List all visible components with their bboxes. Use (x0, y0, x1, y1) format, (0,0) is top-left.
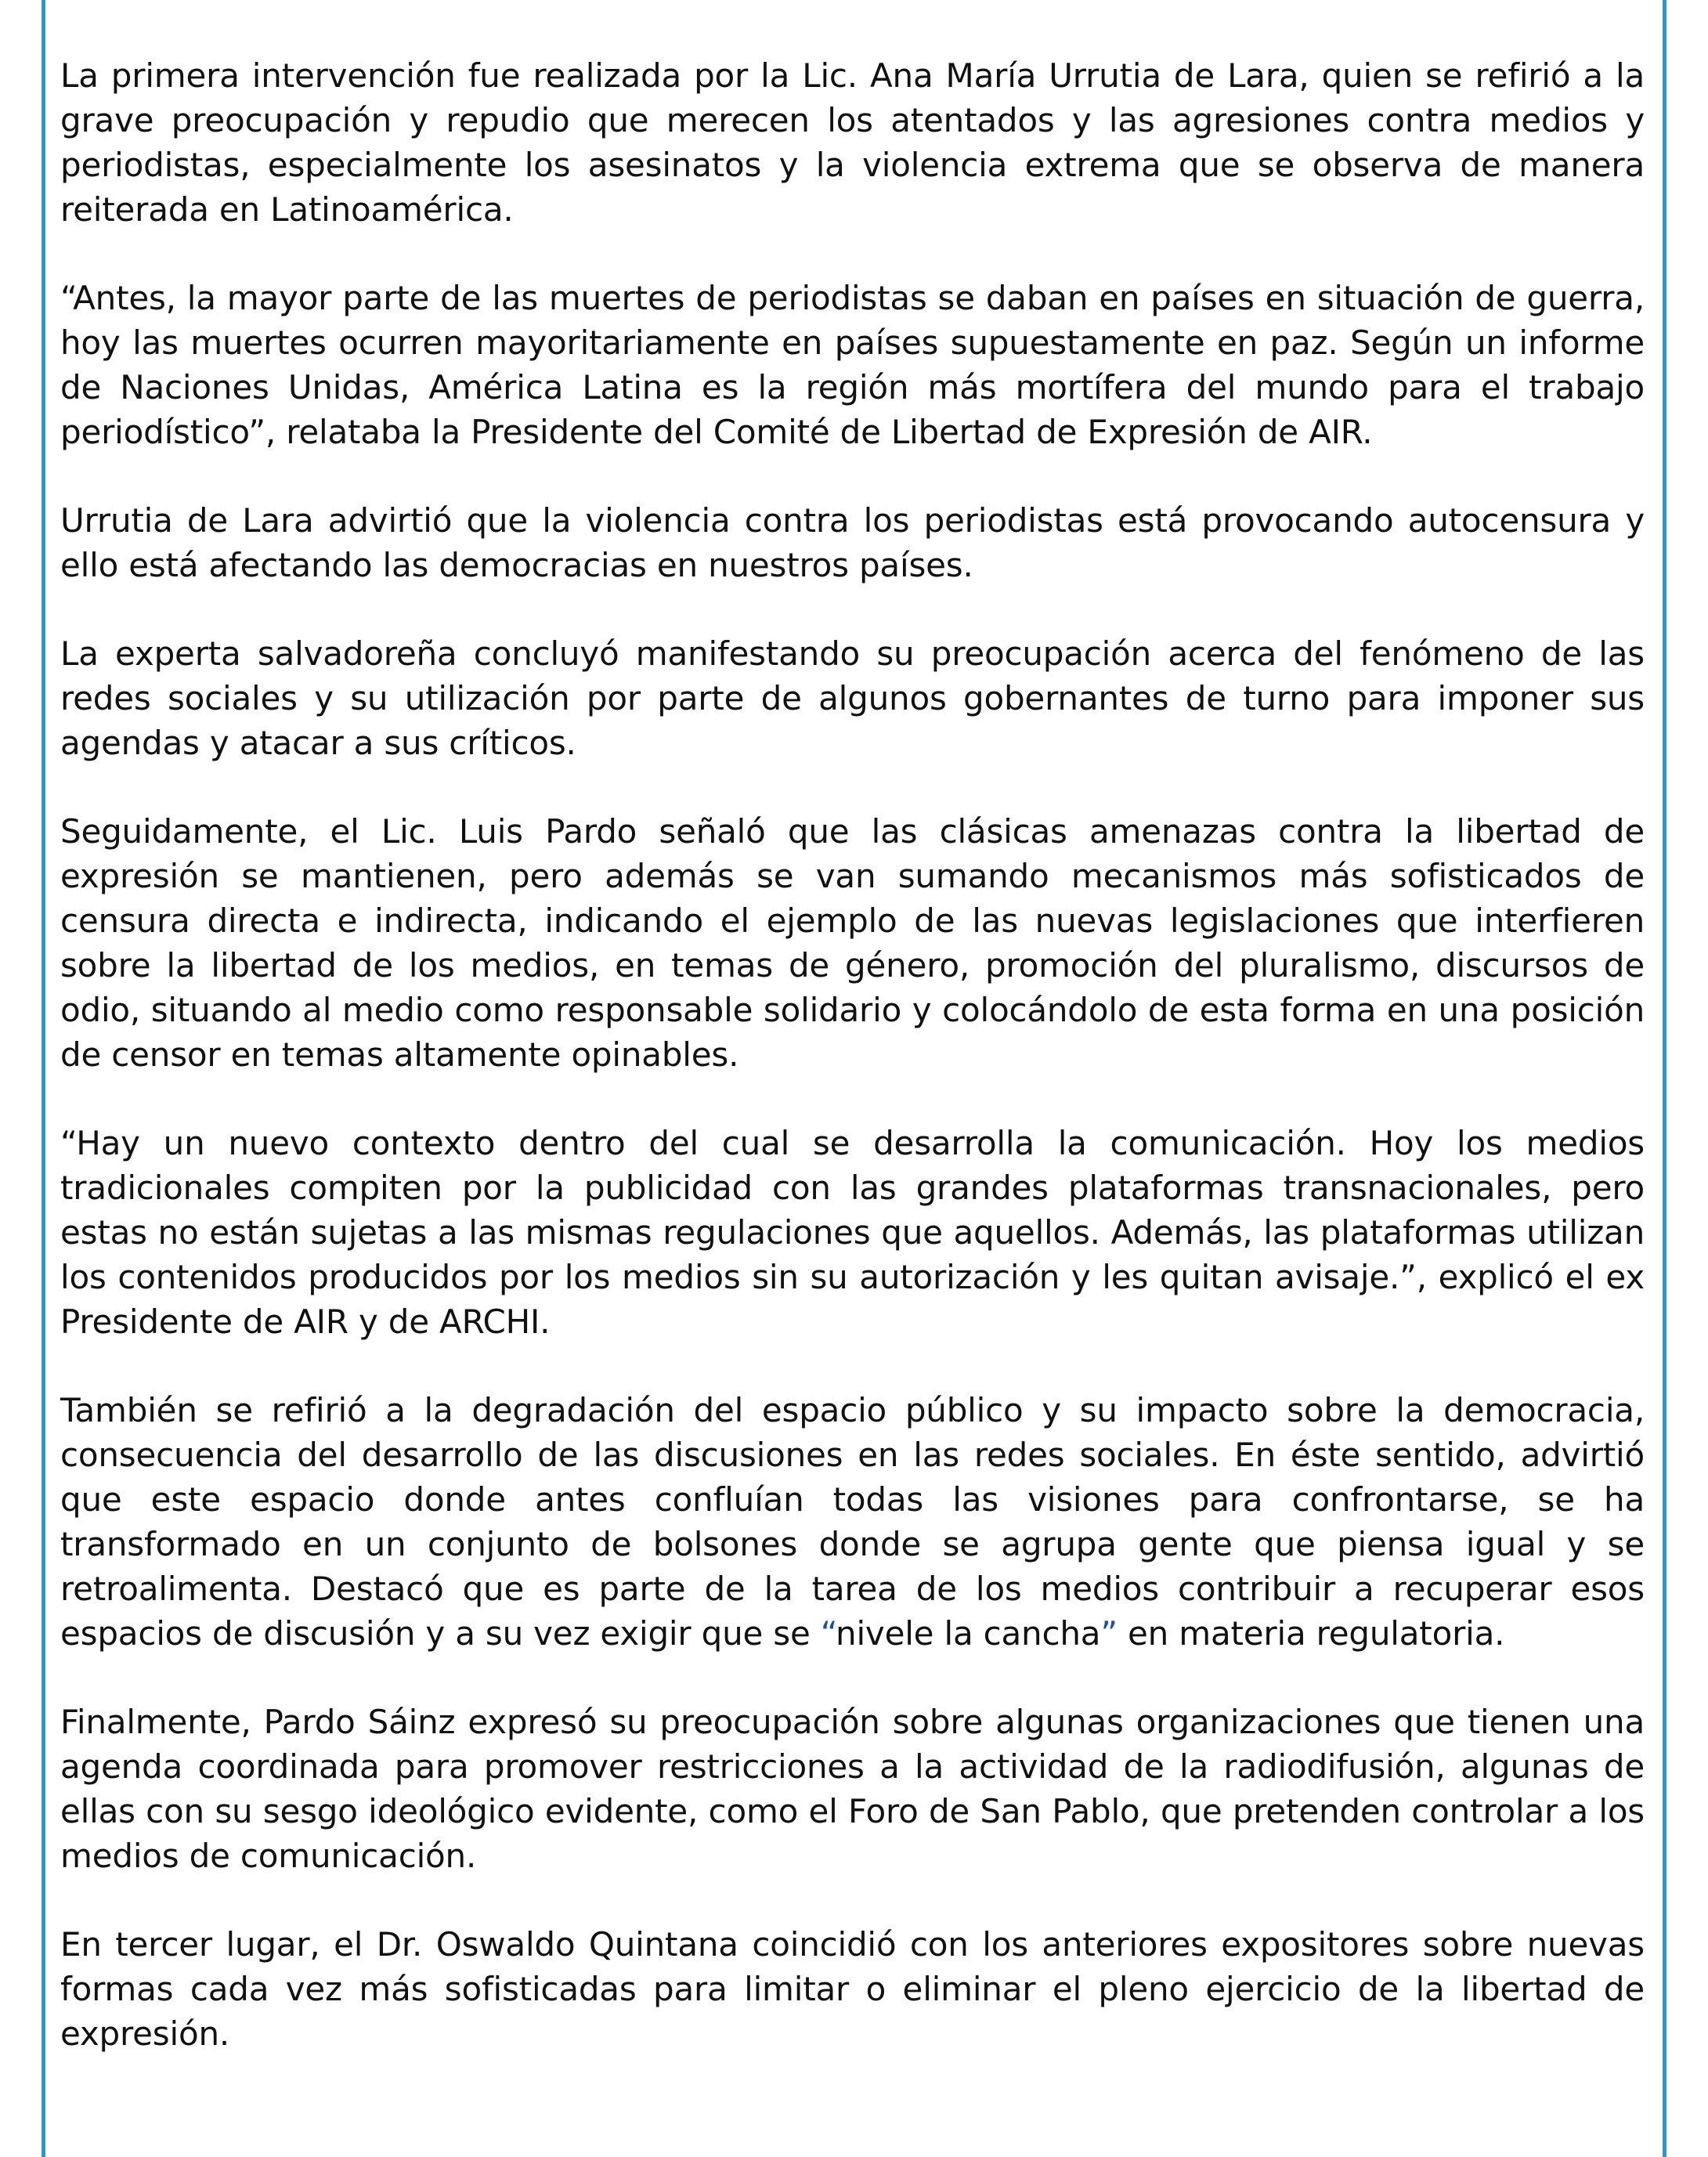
close-quote-mark: ” (1100, 1614, 1118, 1653)
right-margin-rule (1663, 0, 1666, 2157)
paragraph-3: Urrutia de Lara advirtió que la violencia contra los periodistas está provocando autocensura y ello está afectando las democracias en nuestros países. (60, 501, 1645, 584)
document-body (60, 53, 1645, 2100)
open-quote-mark: “ (820, 1614, 836, 1653)
paragraph-6: “Hay un nuevo contexto dentro del cual se desarrolla la comunicación. Hoy los medios tradicionales compiten por la publicidad con las grandes plataformas transnacionales, pero estas no están sujetas a las mismas regulaciones que aquellos. Además, las plataformas utilizan los contenidos producidos por los medios sin su autorización y les quitan avisaje.”, explicó el ex Presidente de AIR y de ARCHI. (60, 1124, 1645, 1341)
paragraph-8: Finalmente, Pardo Sáinz expresó su preocupación sobre algunas organizaciones que tienen una agenda coordinada para promover restricciones a la actividad de la radiodifusión, algunas de ellas con su sesgo ideológico evidente, como el Foro de San Pablo, que pretenden controlar a los medios de comunicación. (60, 1703, 1645, 1875)
paragraph-2: “Antes, la mayor parte de las muertes de periodistas se daban en países en situación de guerra, hoy las muertes ocurren mayoritariamente en países supuestamente en paz. Según un informe de Naciones Unidas, América Latina es la región más mortífera del mundo para el trabajo periodístico”, relataba la Presidente del Comité de Libertad de Expresión de AIR. (60, 279, 1645, 451)
paragraph-5: Seguidamente, el Lic. Luis Pardo señaló que las clásicas amenazas contra la libertad de expresión se mantienen, pero además se van sumando mecanismos más sofisticados de censura directa e indirecta, indicando el ejemplo de las nuevas legislaciones que interfieren sobre la libertad de los medios, en temas de género, promoción del pluralismo, discursos de odio, situando al medio como responsable solidario y colocándolo de esta forma en una posición de censor en temas altamente opinables. (60, 812, 1645, 1074)
paragraph-1: La primera intervención fue realizada por la Lic. Ana María Urrutia de Lara, quien se refirió a la grave preocupación y repudio que merecen los atentados y las agresiones contra medios y periodistas, especialmente los asesinatos y la violencia extrema que se observa de manera reiterada en Latinoamérica. (60, 56, 1645, 229)
paragraph-7 (60, 1388, 1645, 1656)
paragraph-7-text-before: También se refirió a la degradación del espacio público y su impacto sobre la democracia, consecuencia del desarrollo de las discusiones en las redes sociales. En éste sentido, advirtió que este espacio donde antes confluían todas las visiones para confrontarse, se ha transformado en un conjunto de bolsones donde se agrupa gente que piensa igual y se retroalimenta. Destacó que es parte de la tarea de los medios contribuir a recuperar esos espacios de discusión y a su vez exigir que se (60, 1391, 1645, 1653)
quoted-phrase: nivele la cancha (836, 1614, 1101, 1653)
left-margin-rule (42, 0, 45, 2157)
paragraph-4: La experta salvadoreña concluyó manifestando su preocupación acerca del fenómeno de las redes sociales y su utilización por parte de algunos gobernantes de turno para imponer sus agendas y atacar a sus críticos. (60, 634, 1645, 762)
paragraph-9: En tercer lugar, el Dr. Oswaldo Quintana coincidió con los anteriores expositores sobre nuevas formas cada vez más sofisticadas para limitar o eliminar el pleno ejercicio de la libertad de expresión. (60, 1925, 1645, 2053)
paragraph-7-text-after: en materia regulatoria. (1117, 1614, 1505, 1653)
